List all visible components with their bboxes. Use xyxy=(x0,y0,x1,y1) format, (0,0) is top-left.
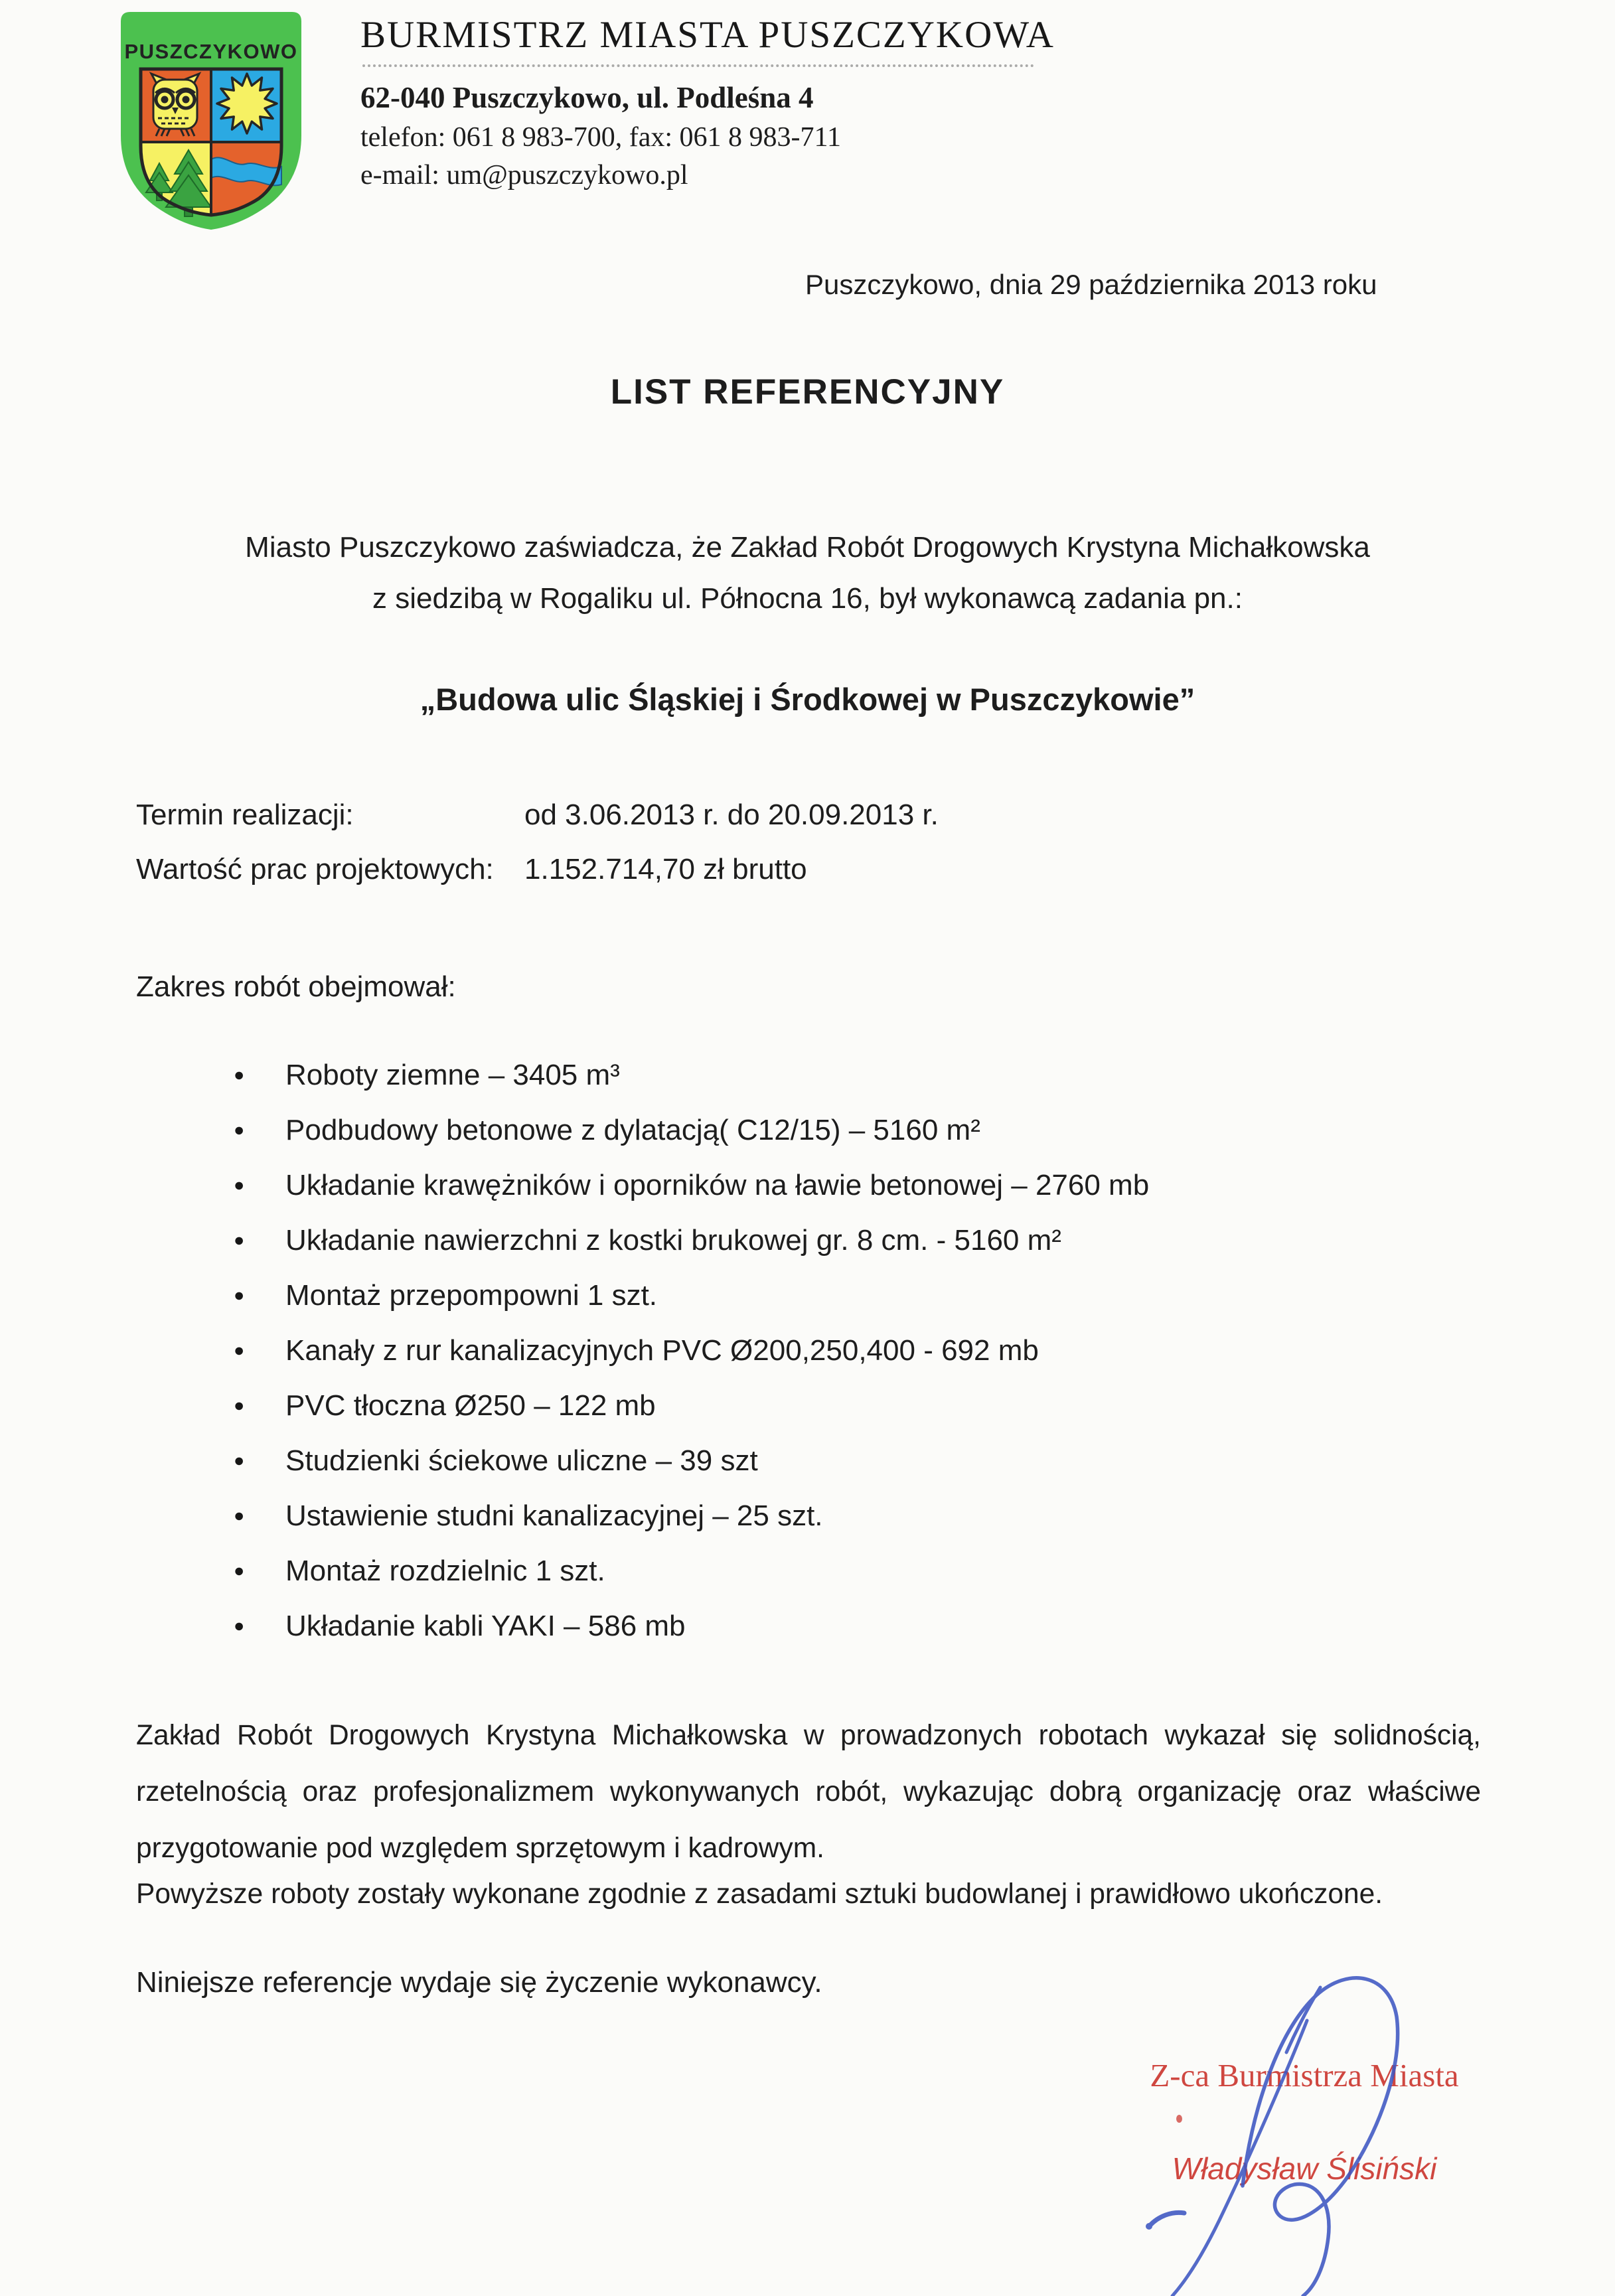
email-line: e-mail: um@puszczykowo.pl xyxy=(360,160,688,191)
list-item-text: PVC tłoczna Ø250 – 122 mb xyxy=(285,1389,656,1422)
bullet-icon: ● xyxy=(234,1340,245,1360)
list-item-text: Kanały z rur kanalizacyjnych PVC Ø200,250,400 - 692 mb xyxy=(285,1334,1039,1367)
intro-paragraph xyxy=(0,522,1615,624)
stamp-title: Z-ca Burmistrza Miasta xyxy=(1150,2057,1459,2094)
list-item-text: Roboty ziemne – 3405 m³ xyxy=(285,1058,620,1091)
scope-heading: Zakres robót obejmował: xyxy=(136,970,456,1003)
org-name: BURMISTRZ MIASTA PUSZCZYKOWA xyxy=(360,14,1055,56)
list-item-text: Montaż rozdzielnic 1 szt. xyxy=(285,1554,605,1587)
bullet-icon: ● xyxy=(234,1450,245,1470)
closing-line: Niniejsze referencje wydaje się życzenie wykonawcy. xyxy=(136,1966,822,1999)
detail-value: 1.152.714,70 zł brutto xyxy=(524,853,807,885)
list-item xyxy=(234,1488,1149,1543)
bullet-icon: ● xyxy=(234,1395,245,1415)
list-item xyxy=(234,1543,1149,1598)
letterhead-divider xyxy=(362,64,1034,67)
project-title: „Budowa ulic Śląskiej i Środkowej w Puszczykowie” xyxy=(420,682,1195,717)
bullet-icon: ● xyxy=(234,1065,245,1085)
bullet-icon: ● xyxy=(234,1505,245,1525)
signature-stroke xyxy=(1150,2212,1184,2226)
list-item-text: Podbudowy betonowe z dylatacją( C12/15) – 5160 m² xyxy=(285,1113,980,1146)
bullet-icon: ● xyxy=(234,1175,245,1195)
signature-ink-dot xyxy=(1146,2223,1152,2230)
list-item xyxy=(234,1378,1149,1433)
signature-ink xyxy=(1055,1945,1440,2296)
list-item xyxy=(234,1103,1149,1158)
list-item xyxy=(234,1323,1149,1378)
phone-fax-line: telefon: 061 8 983-700, fax: 061 8 983-711 xyxy=(360,122,841,153)
signature-stroke xyxy=(1172,2021,1307,2296)
stamp-name: Władysław Ślisiński xyxy=(1172,2151,1437,2186)
address-line: 62-040 Puszczykowo, ul. Podleśna 4 xyxy=(360,81,814,114)
list-item-text: Układanie nawierzchni z kostki brukowej gr. 8 cm. - 5160 m² xyxy=(285,1223,1061,1257)
list-item xyxy=(234,1047,1149,1103)
signature-stroke xyxy=(1243,1978,1398,2296)
city-crest xyxy=(112,5,311,234)
list-item xyxy=(234,1158,1149,1213)
completion-paragraph: Powyższe roboty zostały wykonane zgodnie z zasadami sztuki budowlanej i prawidłowo ukończone. xyxy=(136,1878,1383,1910)
list-item-text: Układanie kabli YAKI – 586 mb xyxy=(285,1609,686,1642)
owl-icon xyxy=(151,74,199,136)
detail-label: Wartość prac projektowych: xyxy=(136,853,494,885)
list-item xyxy=(234,1268,1149,1323)
detail-label: Termin realizacji: xyxy=(136,799,354,831)
bullet-icon: ● xyxy=(234,1616,245,1636)
date-line: Puszczykowo, dnia 29 października 2013 roku xyxy=(805,269,1377,300)
list-item xyxy=(234,1213,1149,1268)
list-item-text: Układanie krawężników i oporników na ławie betonowej – 2760 mb xyxy=(285,1168,1150,1201)
bullet-icon: ● xyxy=(234,1561,245,1580)
detail-value: od 3.06.2013 r. do 20.09.2013 r. xyxy=(524,799,939,831)
crest-city-name: PUSZCZYKOWO xyxy=(124,40,298,63)
details-block xyxy=(136,799,939,907)
intro-line-2: z siedzibą w Rogaliku ul. Północna 16, był wykonawcą zadania pn.: xyxy=(372,582,1243,615)
bullet-icon: ● xyxy=(234,1120,245,1140)
bullet-icon: ● xyxy=(234,1230,245,1250)
assessment-paragraph: Zakład Robót Drogowych Krystyna Michałkowska w prowadzonych robotach wykazał się solidnością, rzetelnością oraz profesjonalizmem wykonywanych robót, wykazując dobrą organizację oraz właściwe przygotowanie pod względem sprzętowym i kadrowym. xyxy=(136,1720,1481,1864)
list-item-text: Montaż przepompowni 1 szt. xyxy=(285,1278,658,1312)
list-item-text: Studzienki ściekowe uliczne – 39 szt xyxy=(285,1444,758,1477)
scope-list xyxy=(234,1047,1149,1653)
list-item-text: Ustawienie studni kanalizacyjnej – 25 szt. xyxy=(285,1499,823,1532)
intro-line-1: Miasto Puszczykowo zaświadcza, że Zakład Robót Drogowych Krystyna Michałkowska xyxy=(245,531,1370,564)
list-item xyxy=(234,1433,1149,1488)
document-title: LIST REFERENCYJNY xyxy=(610,372,1005,412)
list-item xyxy=(234,1598,1149,1653)
bullet-icon: ● xyxy=(234,1285,245,1305)
detail-row-term xyxy=(136,799,939,832)
detail-row-value xyxy=(136,853,939,886)
letterhead xyxy=(360,13,1055,191)
